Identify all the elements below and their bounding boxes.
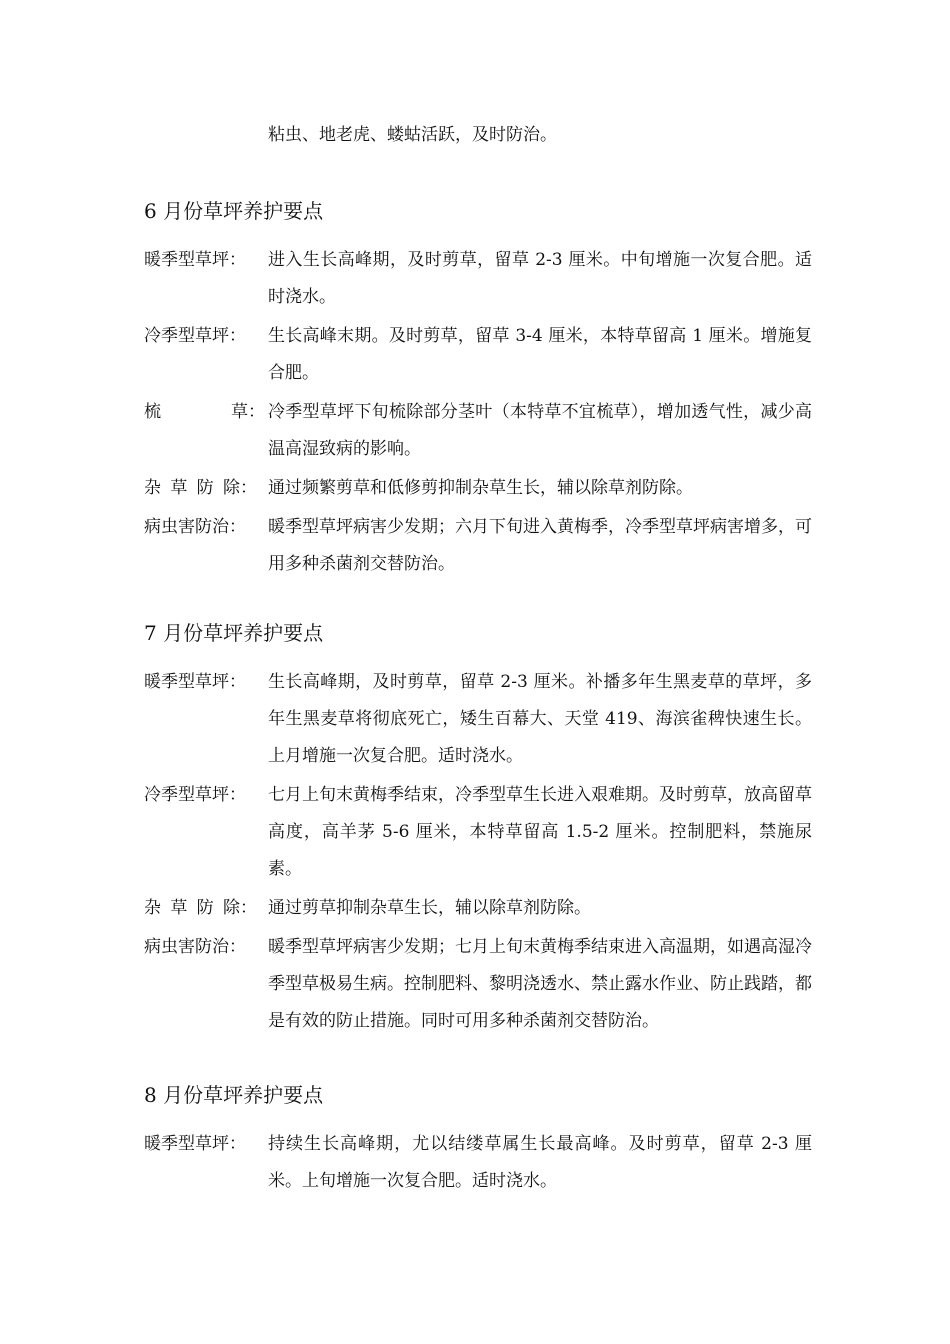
entry-term: 暖季型草坪 ：	[144, 672, 246, 692]
entry-term: 梳 草 ：	[144, 402, 265, 422]
entry-description: 通过频繁剪草和低修剪抑制杂草生长，辅以除草剂防除。	[268, 478, 693, 498]
entry-term: 暖季型草坪 ：	[144, 1134, 246, 1154]
entry-description: 通过剪草抑制杂草生长，辅以除草剂防除。	[268, 898, 591, 918]
entry-description: 生长高峰期，及时剪草，留草 2-3 厘米。补播多年生黑麦草的草坪，多年生黑麦草将彻底死亡，矮生百幕大、天堂 419、海滨雀稗快速生长。上月增施一次复合肥。适时浇水。	[268, 672, 812, 766]
entry-warm-season	[144, 1126, 812, 1200]
section-august	[144, 1080, 812, 1202]
section-june	[144, 196, 812, 585]
entry-cool-season	[144, 318, 812, 392]
entry-weed-control	[144, 890, 812, 927]
section-title: 8 月份草坪养护要点	[144, 1083, 324, 1107]
entry-dethatching	[144, 394, 812, 468]
entry-term: 杂 草 防 除 ：	[144, 898, 257, 918]
entry-description: 持续生长高峰期，尤以结缕草属生长最高峰。及时剪草，留草 2-3 厘米。上旬增施一次复合肥。适时浇水。	[268, 1134, 812, 1191]
entry-description: 暖季型草坪病害少发期；六月下旬进入黄梅季，冷季型草坪病害增多，可用多种杀菌剂交替防治。	[268, 517, 812, 574]
entry-cool-season	[144, 777, 812, 888]
entry-description: 生长高峰末期。及时剪草，留草 3-4 厘米，本特草留高 1 厘米。增施复合肥。	[268, 326, 812, 383]
entry-warm-season	[144, 664, 812, 775]
entry-term: 病虫害防治 ：	[144, 937, 246, 957]
entry-description: 冷季型草坪下旬梳除部分茎叶（本特草不宜梳草），增加透气性，减少高温高湿致病的影响。	[268, 402, 812, 459]
section-title: 7 月份草坪养护要点	[144, 621, 324, 645]
entry-term: 暖季型草坪 ：	[144, 250, 246, 270]
entry-description: 七月上旬末黄梅季结束，冷季型草生长进入艰难期。及时剪草，放高留草高度，高羊茅 5-6 厘米，本特草留高 1.5-2 厘米。控制肥料，禁施尿素。	[268, 785, 812, 879]
entry-term: 冷季型草坪 ：	[144, 326, 246, 346]
entry-term: 杂 草 防 除 ：	[144, 478, 257, 498]
entry-term: 冷季型草坪 ：	[144, 785, 246, 805]
entry-description: 暖季型草坪病害少发期；七月上旬末黄梅季结束进入高温期，如遇高湿冷季型草极易生病。控制肥料、黎明浇透水、禁止露水作业、防止践踏，都是有效的防止措施。同时可用多种杀菌剂交替防治。	[268, 937, 812, 1031]
entry-weed-control	[144, 470, 812, 507]
entry-warm-season	[144, 242, 812, 316]
entry-pest-control	[144, 509, 812, 583]
entry-pest-control	[144, 929, 812, 1040]
entry-term: 病虫害防治 ：	[144, 517, 246, 537]
intro-line: 粘虫、地老虎、蝼蛄活跃，及时防治。	[268, 125, 557, 145]
section-july	[144, 618, 812, 1042]
entry-description: 进入生长高峰期，及时剪草，留草 2-3 厘米。中旬增施一次复合肥。适时浇水。	[268, 250, 812, 307]
section-title: 6 月份草坪养护要点	[144, 199, 324, 223]
